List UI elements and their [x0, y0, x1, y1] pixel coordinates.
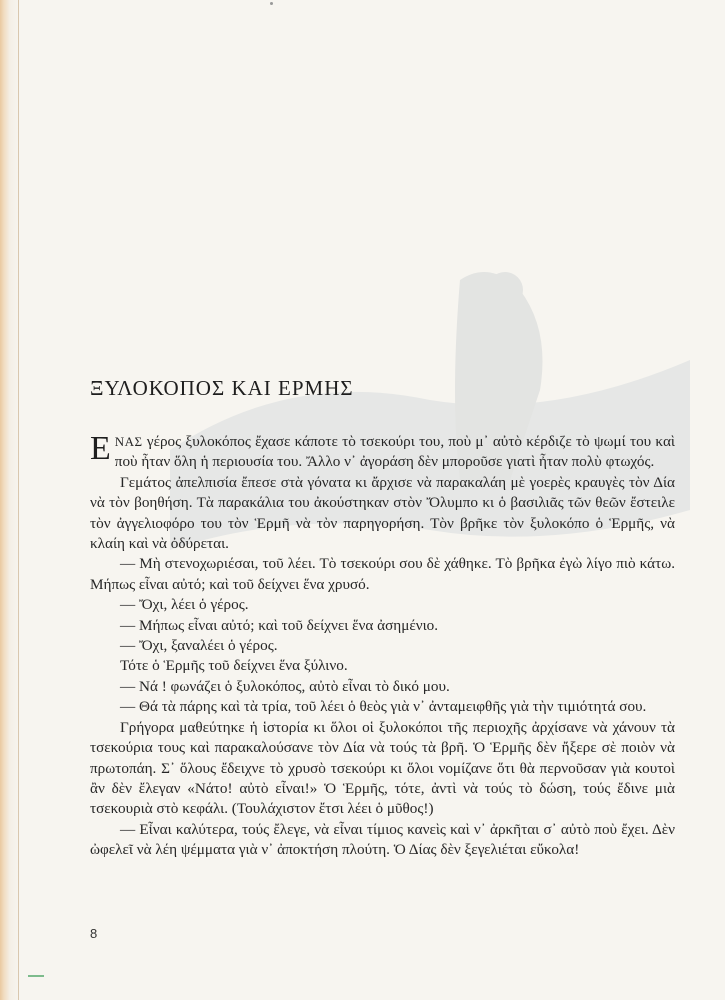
- paragraph: Γρήγορα μαθεύτηκε ἡ ἱστορία κι ὅλοι οἱ ξυλοκόποι τῆς περιοχῆς ἀρχίσανε νὰ χάνουν τὰ τσεκούρια τους καὶ παρακαλούσανε τὸν Δία νὰ τούς τὰ βρῆ. Ὁ Ἑρμῆς δὲν ἤξερε σὲ ποιὸν νὰ πρωτοπάη. Σ᾿ ὅλους ἔδειχνε τὸ χρυσὸ τσεκούρι κι ὅλοι νομίζανε ὅτι θὰ περνοῦσαν γιὰ κουτοὶ ἂν δὲν ἔλεγαν «Νάτο! αὐτὸ εἶναι!» Ὁ Ἑρμῆς, τότε, ἀντὶ νὰ τούς τὸ δώση, τούς ἔδινε μιὰ τσεκουριὰ στὸ κεφάλι. (Τουλάχιστον ἔτσι λέει ὁ μῦθος!): [90, 718, 675, 818]
- paragraph: — Εἶναι καλύτερα, τούς ἔλεγε, νὰ εἶναι τίμιος κανεὶς καὶ ν᾿ ἀρκῆται σ᾿ αὐτὸ ποὺ ἔχει. Δὲν ὠφελεῖ νὰ λέη ψέμματα γιὰ ν᾿ ἀποκτήση πλούτη. Ὁ Δίας δὲν ξεγελιέται εὔκολα!: [90, 820, 675, 859]
- paragraph: — Νά ! φωνάζει ὁ ξυλοκόπος, αὐτὸ εἶναι τὸ δικό μου.: [120, 677, 450, 695]
- story-title: ΞΥΛΟΚΟΠΟΣ ΚΑΙ ΕΡΜΗΣ: [90, 376, 354, 400]
- drop-cap: Ε: [90, 430, 111, 467]
- paragraph: — Μὴ στενοχωριέσαι, τοῦ λέει. Τὸ τσεκούρι σου δὲ χάθηκε. Τὸ βρῆκα ἐγὼ λίγο πιὸ κάτω. Μήπως εἶναι αὐτό; καὶ τοῦ δείχνει ἕνα χρυσό.: [90, 555, 675, 593]
- corner-mark: [28, 975, 44, 977]
- story-body: [90, 432, 675, 861]
- paragraph: — Ὄχι, ξαναλέει ὁ γέρος.: [120, 637, 278, 655]
- fold-line: [18, 0, 19, 1000]
- paragraph-text: γέρος ξυλοκόπος ἔχασε κάποτε τὸ τσεκούρι του, ποὺ μ᾿ αὐτὸ κέρδιζε τὸ ψωμί του καὶ ποὺ ἦταν ὅλη ἡ περιουσία του. Ἄλλο ν᾿ ἀγοράση δὲν μποροῦσε γιατὶ ἦταν πολὺ φτωχός.: [114, 433, 675, 471]
- paragraph: Τότε ὁ Ἑρμῆς τοῦ δείχνει ἕνα ξύλινο.: [120, 657, 348, 675]
- paragraph: — Θά τὰ πάρης καὶ τὰ τρία, τοῦ λέει ὁ θεὸς γιὰ ν᾿ ἀνταμειφθῆς γιὰ τὴν τιμιότητά σου.: [120, 698, 647, 716]
- paragraph: Γεμάτος ἀπελπισία ἔπεσε στὰ γόνατα κι ἄρχισε νὰ παρακαλάη μὲ γοερὲς κραυγὲς τὸν Δία νὰ τὸν βοηθήση. Τὰ παρακάλια του ἀκούστηκαν στὸν Ὄλυμπο κι ὁ βασιλιᾶς τῶν θεῶν ἔστειλε τὸν ἀγγελιοφόρο του τὸν Ἑρμῆ νὰ τὸν παρηγορήση. Τὸν βρῆκε τὸν ξυλοκόπο ὁ Ἑρμῆς, νὰ κλαίη καὶ νὰ ὀδύρεται.: [90, 473, 675, 553]
- page-number: 8: [90, 926, 98, 941]
- page-binding-edge: [0, 0, 20, 1000]
- paragraph: — Ὄχι, λέει ὁ γέρος.: [120, 596, 249, 614]
- paragraph: [90, 432, 675, 473]
- paragraph: — Μήπως εἶναι αὐτό; καὶ τοῦ δείχνει ἕνα ἀσημένιο.: [120, 616, 439, 634]
- first-word-rest: ΝΑΣ: [114, 434, 143, 449]
- speck-mark: [270, 2, 273, 5]
